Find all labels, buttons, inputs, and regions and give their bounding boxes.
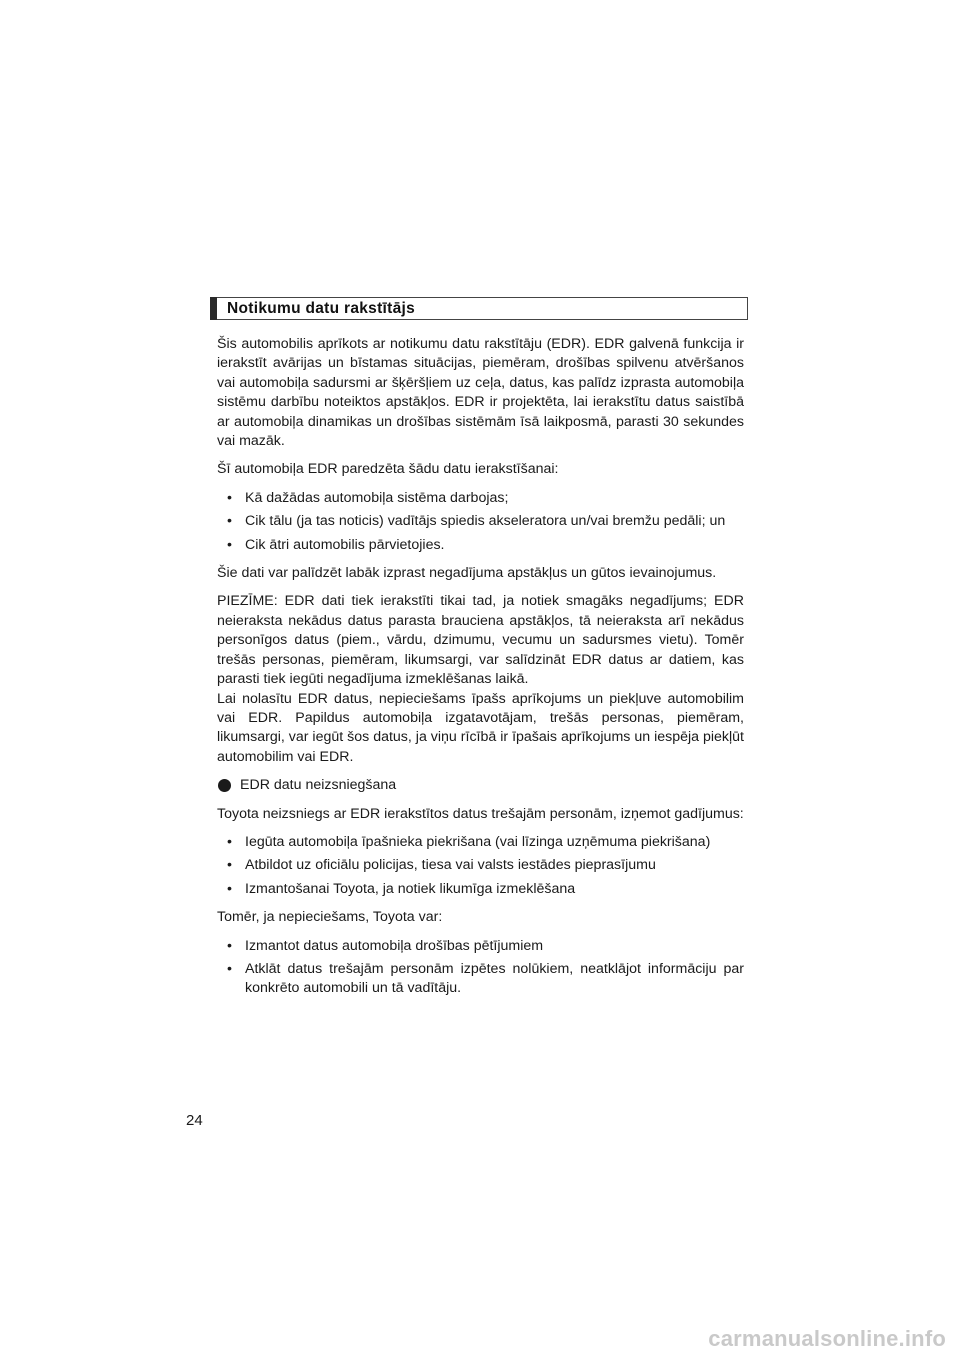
- however-paragraph: Tomēr, ja nepieciešams, Toyota var:: [217, 909, 443, 926]
- bullet: •: [227, 489, 232, 506]
- reading-paragraph: Lai nolasītu EDR datus, nepieciešams īpašs aprīkojums un piekļuve automobilim vai EDR. Papildus automobiļa izgatavotājam, trešās personas, piemēram, likumsargi, var iegūt šos datus, ja viņu rīcībā ir īpašais aprīkojums un iespēja piekļūt automobilim vai EDR.: [217, 690, 744, 765]
- however-list: [217, 937, 744, 999]
- disclosure-heading: [217, 776, 744, 795]
- intro-paragraph: Šis automobilis aprīkots ar notikumu datu rakstītāju (EDR). EDR galvenā funkcija ir ierakstīt avārijas un bīstamas situācijas, piemēram, drošības spilvenu atvēršanos vai automobiļa sadursmi ar šķēršļiem uz ceļa, datus, kas palīdz izprasta automobiļa sistēmu darbību noteiktos apstākļos. EDR ir projektēta, lai ierakstītu datus saistībā ar automobiļa dinamikas un drošības sistēmām īsā laikposmā, parasti 30 sekundes vai mazāk.: [217, 336, 744, 450]
- filled-circle-icon: [218, 779, 231, 792]
- bullet: •: [227, 880, 232, 897]
- list-item: • Izmantot datus automobiļa drošības pētījumiem: [217, 937, 744, 956]
- list-item: • Iegūta automobiļa īpašnieka piekrišana (vai līzinga uzņēmuma piekrišana): [217, 833, 744, 852]
- page-number: 24: [186, 1112, 203, 1129]
- content-body: [217, 335, 744, 1008]
- recording-list: [217, 489, 744, 555]
- help-paragraph: Šie dati var palīdzēt labāk izprast negadījuma apstākļus un gūtos ievainojumus.: [217, 565, 717, 582]
- bullet: •: [227, 937, 232, 954]
- note-paragraph: PIEZĪME: EDR dati tiek ierakstīti tikai tad, ja notiek smagāks negadījums; EDR neieraksta nekādus datus parasta brauciena apstākļos, tā neieraksta arī nekādus personīgos datus (piem., vārdu, dzimumu, vecumu un sadursmes vietu). Tomēr trešās personas, piemēram, likumsargi, var salīdzināt EDR datus ar datiem, kas parasti tiek iegūti negadījuma izmeklēšanas laikā.: [217, 593, 744, 688]
- list-item: • Cik ātri automobilis pārvietojies.: [217, 536, 744, 555]
- list-item: • Kā dažādas automobiļa sistēma darbojas;: [217, 489, 744, 508]
- list-item: • Atklāt datus trešajām personām izpētes nolūkiem, neatklājot informāciju par konkrēto automobili un tā vadītāju.: [227, 960, 744, 997]
- recording-intro: Šī automobiļa EDR paredzēta šādu datu ierakstīšanai:: [217, 461, 559, 478]
- disclosure-list: [217, 833, 744, 899]
- bullet: •: [227, 513, 232, 530]
- section-header-bar: [210, 297, 217, 320]
- list-item: • Izmantošanai Toyota, ja notiek likumīga izmeklēšana: [217, 880, 744, 899]
- section-header: [210, 297, 748, 320]
- list-item: • Cik tālu (ja tas noticis) vadītājs spiedis akseleratora un/vai bremžu pedāli; un: [217, 512, 744, 531]
- bullet: •: [227, 960, 232, 977]
- bullet: •: [227, 536, 232, 553]
- section-title: Notikumu datu rakstītājs: [227, 300, 416, 317]
- bullet: •: [227, 857, 232, 874]
- watermark: carmanualsonline.info: [708, 1326, 946, 1351]
- bullet: •: [227, 833, 232, 850]
- disclosure-intro: Toyota neizsniegs ar EDR ierakstītos datus trešajām personām, izņemot gadījumus:: [217, 805, 744, 822]
- disclosure-heading-label: EDR datu neizsniegšana: [240, 777, 397, 794]
- list-item: • Atbildot uz oficiālu policijas, tiesa vai valsts iestādes pieprasījumu: [217, 856, 744, 875]
